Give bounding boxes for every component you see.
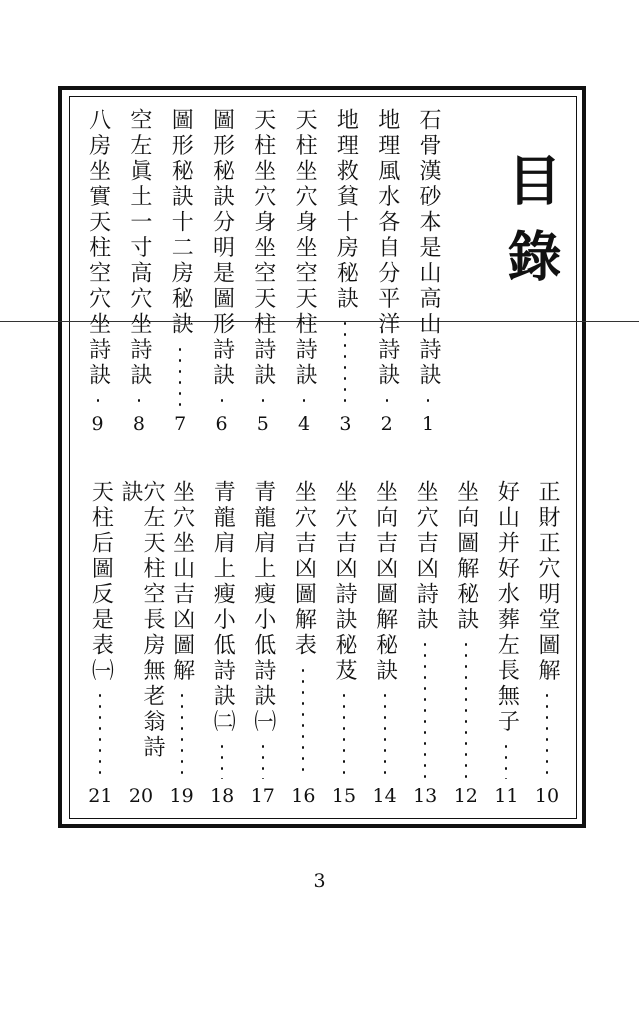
toc-entry-text: 青龍肩上瘦小低詩訣㈠ <box>250 480 276 735</box>
leader-dots <box>262 741 264 779</box>
toc-entry-text: 好山并好水葬左長無子 <box>494 480 520 735</box>
toc-entry-page: 3 <box>339 413 352 435</box>
leader-dots <box>465 639 467 779</box>
toc-entry-page: 13 <box>413 785 438 807</box>
toc-entry <box>410 108 446 434</box>
toc-entry-page: 7 <box>174 413 187 435</box>
toc-entry <box>245 108 281 434</box>
leader-dots <box>424 639 426 779</box>
toc-entry-text: 坐向吉凶圖解秘訣 <box>372 480 398 684</box>
toc-entry-text: 地理風水各自分平洋詩訣 <box>374 108 400 389</box>
page-number: 3 <box>313 870 326 892</box>
toc-entry-page: 5 <box>256 413 269 435</box>
toc-entry <box>245 480 281 806</box>
leader-dots <box>181 690 183 779</box>
leader-dots <box>99 690 101 779</box>
toc-entry-text: 八房坐實天柱空穴坐詩訣 <box>85 108 111 389</box>
toc-entry-page: 21 <box>88 785 113 807</box>
toc-entry-page: 20 <box>128 785 154 807</box>
toc-entry-text: 石骨漢砂本是山高山詩訣 <box>416 108 441 389</box>
toc-title: 目錄 <box>499 152 563 304</box>
toc-entry-page: 4 <box>298 413 311 435</box>
toc-entry-page: 6 <box>215 413 228 435</box>
toc-entry-page: 15 <box>331 785 357 807</box>
leader-dots <box>546 690 548 779</box>
toc-entry-page: 12 <box>453 785 478 807</box>
toc-entry-text: 天柱坐穴身坐空天柱詩訣 <box>292 108 318 389</box>
toc-entry-text: 地理救貧十房秘訣 <box>333 108 359 312</box>
leader-dots <box>179 344 181 408</box>
toc-entry <box>529 480 565 806</box>
toc-entry <box>286 108 322 434</box>
toc-entry-text: 坐穴吉凶詩訣 <box>413 480 439 633</box>
toc-entry <box>367 480 403 806</box>
leader-dots <box>262 395 264 408</box>
leader-dots <box>505 741 507 779</box>
toc-entry-text: 天柱坐穴身坐空天柱詩訣 <box>250 108 276 389</box>
toc-entry-page: 14 <box>372 785 397 807</box>
toc-entry-text: 圖形秘訣十二房秘訣 <box>168 108 194 338</box>
toc-entry-page: 18 <box>210 785 235 807</box>
toc-entry-text: 坐穴坐山吉凶圖解 <box>169 480 195 684</box>
toc-entry <box>204 480 240 806</box>
leader-dots <box>138 395 140 408</box>
toc-entry-page: 11 <box>494 785 519 807</box>
toc-entry-page: 19 <box>169 785 194 807</box>
leader-dots <box>302 665 304 780</box>
toc-entry-page: 1 <box>421 413 435 435</box>
toc-entry-page: 9 <box>91 413 104 435</box>
leader-dots <box>344 318 346 407</box>
toc-entry <box>80 108 116 434</box>
leader-dots <box>221 395 223 408</box>
toc-entry <box>285 480 321 806</box>
toc-entry <box>82 480 118 806</box>
toc-entry <box>326 480 362 806</box>
toc-entry <box>164 480 200 806</box>
toc-entry <box>121 108 157 434</box>
leader-dots <box>427 395 429 408</box>
toc-entry-text: 天柱后圖反是表㈠ <box>88 480 114 684</box>
toc-entry-page: 8 <box>132 413 145 435</box>
toc-entry-text: 穴左天柱空長房無老翁詩訣 <box>118 480 165 761</box>
toc-entry <box>162 108 198 434</box>
leader-dots <box>97 395 99 408</box>
leader-dots <box>386 395 388 408</box>
toc-entry-page: 2 <box>380 413 393 435</box>
toc-entry <box>118 480 165 807</box>
toc-entry-text: 坐穴吉凶圖解表 <box>291 480 317 659</box>
toc-entry <box>204 108 240 434</box>
toc-entry <box>488 480 524 806</box>
toc-entry-page: 10 <box>534 785 560 807</box>
toc-entry-text: 坐穴吉凶詩訣秘芨 <box>332 480 357 684</box>
toc-entry-text: 圖形秘訣分明是圖形詩訣 <box>209 108 235 389</box>
toc-entry-text: 坐向圖解秘訣 <box>453 480 479 633</box>
leader-dots <box>384 690 386 779</box>
toc-entry <box>407 480 443 806</box>
toc-entry-text: 正財正穴明堂圖解 <box>535 480 560 684</box>
toc-entry-text: 空左眞土一寸高穴坐詩訣 <box>126 108 152 389</box>
toc-entry <box>448 480 484 806</box>
leader-dots <box>221 741 223 779</box>
toc-entry <box>369 108 405 434</box>
leader-dots <box>343 690 345 779</box>
toc-entry-page: 17 <box>250 785 275 807</box>
toc-entry-page: 16 <box>291 785 316 807</box>
toc-entry <box>327 108 363 434</box>
toc-entry-text: 青龍肩上瘦小低詩訣㈡ <box>210 480 236 735</box>
leader-dots <box>303 395 305 408</box>
